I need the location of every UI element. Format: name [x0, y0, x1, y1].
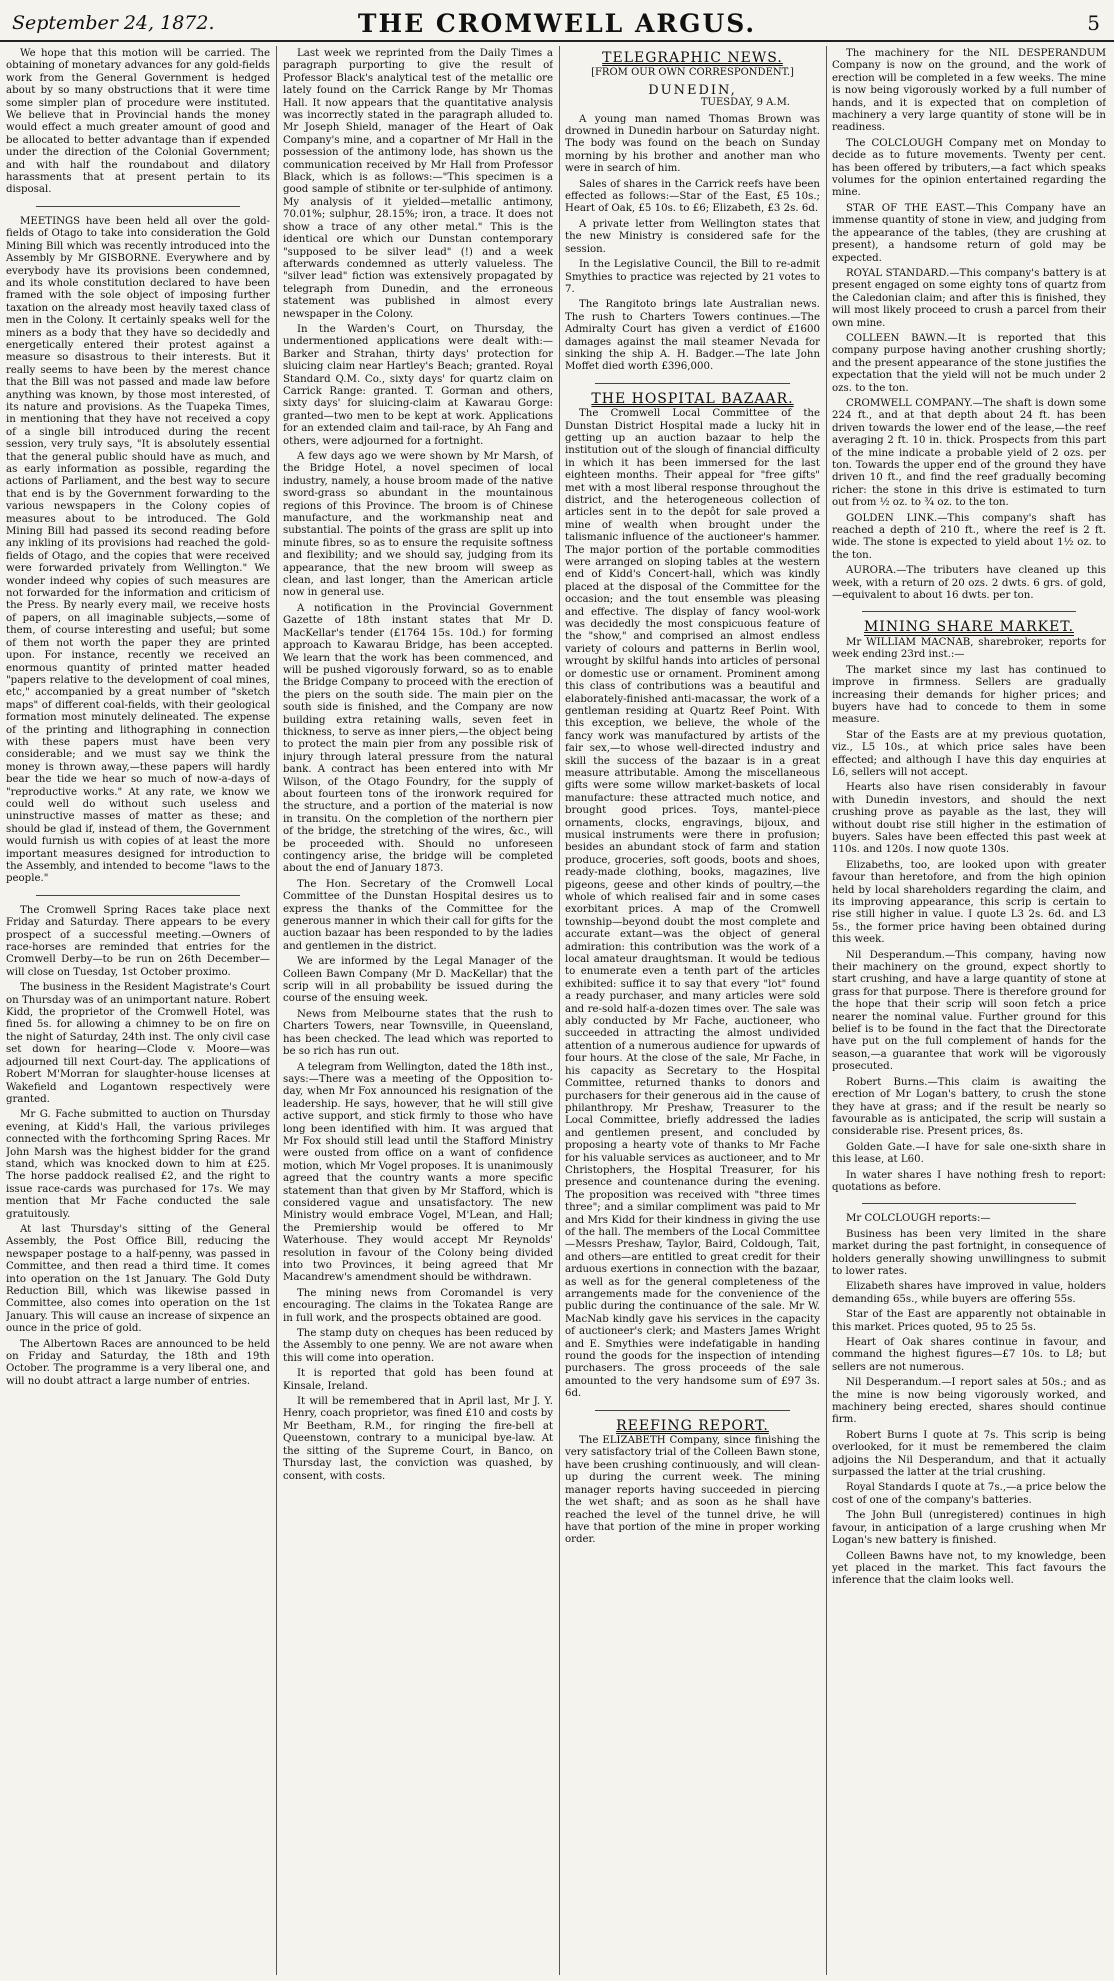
article-paragraph: Star of the Easts are at my previous quotation, viz., L5 10s., at which price sales have been effected; and although I have this day enquiries at L6, sellers will not accept. — [832, 729, 1106, 778]
separator — [595, 383, 790, 384]
article-paragraph: In water shares I have nothing fresh to report: quotations as before. — [832, 1169, 1106, 1193]
article-paragraph: The mining news from Coromandel is very encouraging. The claims in the Tokatea Range are in full work, and the prospects obtained are good. — [283, 1287, 553, 1324]
column-2 — [283, 48, 553, 1973]
column-rule — [559, 46, 560, 1975]
article-paragraph: The market since my last has continued to improve in firmness. Sellers are gradually increasing their demands for higher prices; and buyers have had to concede to them in some measure. — [832, 664, 1106, 726]
issue-date: September 24, 1872. — [12, 12, 215, 34]
article-paragraph: A few days ago we were shown by Mr Marsh, of the Bridge Hotel, a novel specimen of local industry, namely, a house broom made of the native sword-grass so abundant in the mountainous regions of this Province. The broom is of Chinese manufacture, and the workmanship neat and substantial. The points of the grass are split up into minute fibres, so as to ensure the requisite softness and flexibility; and we should say, judging from its appearance, that the new broom will sweep as clean, and last longer, than the American article now in general use. — [283, 451, 553, 599]
separator — [36, 895, 240, 896]
separator — [595, 1410, 790, 1411]
reef-item: COLLEEN BAWN.—It is reported that this company purpose having another crushing shortly; and the present appearance of the stone justifies the expectation that the yield will not be much under 2 ozs. to the ton. — [832, 332, 1106, 394]
reef-item: GOLDEN LINK.—This company's shaft has reached a depth of 210 ft., where the reef is 2 ft. wide. The stone is expected to yield about 1½ oz. to the ton. — [832, 512, 1106, 561]
page-number: 5 — [1087, 11, 1100, 35]
reef-item: AURORA.—The tributers have cleaned up this week, with a return of 20 ozs. 2 dwts. 6 grs. of gold,—equivalent to about 16 dwts. per ton. — [832, 565, 1106, 602]
section-heading-bazaar: THE HOSPITAL BAZAAR. — [591, 390, 794, 407]
reef-item: CROMWELL COMPANY.—The shaft is down some 224 ft., and at that depth about 24 ft. has been driven towards the lower end of the lease,—the reef averaging 2 ft. 10 in. thick. Prospects from this part of the mine indicate a probable yield of 2 ozs. per ton. Towards the upper end of the ground they have driven 10 ft., and find the reef gradually becoming richer: the stone in this drive is estimated to turn out from ½ oz. to ¾ oz. to the ton. — [832, 397, 1106, 509]
article-paragraph: Star of the East are apparently not obtainable in this market. Prices quoted, 95 to 25 5s. — [832, 1309, 1106, 1333]
article-paragraph: A notification in the Provincial Government Gazette of 18th instant states that Mr D. MacKellar's tender (£1764 15s. 10d.) for forming approach to Kawarau Bridge, has been accepted. We learn that the work has been commenced, and will be pushed vigorously forward, so as to enable the Bridge Company to proceed with the erection of the piers on the south side. The main pier on the south side is finished, and the Company are now building extra retaining walls, seven feet in thickness, to serve as inner piers,—the object being to protect the main pier from any possible risk of injury through lateral pressure from the natural bank. A contract has been entered into with Mr Wilson, of the Otago Foundry, for the supply of about fourteen tons of the ironwork required for the structure, and a portion of the material is now in transitu. On the completion of the northern pier of the bridge, the stretching of the wires, &c., will be proceeded with. Should no unforeseen contingency arise, the bridge will be completed about the end of January 1873. — [283, 602, 553, 875]
article-paragraph: Golden Gate.—I have for sale one-sixth share in this lease, at L60. — [832, 1141, 1106, 1166]
article-paragraph: Elizabeths, too, are looked upon with greater favour than heretofore, and from the high opinion held by local shareholders regarding the claim, and its improving appearance, this scrip is certain to rise still higher in value. I quote L3 2s. 6d. and L3 5s., the former price having been obtained during this week. — [832, 859, 1106, 946]
article-paragraph: The Cromwell Local Committee of the Dunstan District Hospital made a lucky hit in getting up an auction bazaar to help the institution out of the slough of financial difficulty in which it has been immersed for the last eighteen months. Their appeal for "free gifts" met with a most liberal response throughout the district, and the heterogeneous collection of articles sent in to the depôt for sale proved a mine of wealth when brought under the talismanic influence of the auctioneer's hammer. The major portion of the portable commodities were arranged on sloping tables at the western end of Kidd's Concert-hall, which was kindly placed at the disposal of the Committee for the occasion; and the tout ensemble was pleasing and effective. The display of fancy wool-work was decidedly the most conspicuous feature of the "show," and comprised an almost endless variety of colours and patterns in Berlin wool, wrought by skilful hands into articles of personal or domestic use or ornament. Prominent among this class of contributions was a beautiful and elaborately-finished anti-macassar, the work of a gentleman residing at Quartz Reef Point. With this exception, we believe, the whole of the fancy work was manufactured by artists of the fair sex,—to whose well-directed industry and skill the success of the bazaar is in a great measure attributable. Among the miscellaneous gifts were some willow market-baskets of local manufacture: these attracted much notice, and brought good prices. Toys, mantel-piece ornaments, clocks, engravings, bijoux, and musical instruments were there in profusion; besides an abundant stock of farm and station produce, groceries, soft goods, boots and shoes, ready-made clothing, books, magazines, live pigeons, geese and other kinds of poultry,—the whole of which realised fair and in some cases exorbitant prices. A map of the Cromwell township—beyond doubt the most complete and accurate extant—was the object of general admiration: this contribution was the work of a local amateur draughtsman. It would be tedious to enumerate even a tenth part of the articles exhibited: suffice it to say that every "lot" found a ready purchaser, and many articles were sold and re-sold half-a-dozen times over. The sale was ably conducted by Mr Fache, auctioneer, who succeeded in attracting the almost undivided attention of a numerous audience for upwards of four hours. At the close of the sale, Mr Fache, in his capacity as Secretary to the Hospital Committee, returned thanks to donors and purchasers for their generous aid in the cause of philanthropy. Mr Preshaw, Treasurer to the Local Committee, briefly addressed the ladies and gentlemen present, and concluded by proposing a hearty vote of thanks to Mr Fache for his valuable services as auctioneer, and to Mr Christophers, the Hospital Treasurer, for his presence and countenance during the evening. The proposition was received with "three times three"; and a similar compliment was paid to Mr and Mrs Kidd for their kindness in giving the use of the hall. The members of the Local Committee—Messrs Preshaw, Taylor, Baird, Coldough, Tait, and others—are entitled to great credit for their arduous exertions in connection with the bazaar, as well as for the general completeness of the arrangements made for the convenience of the public during the continuance of the sale. Mr W. MacNab kindly gave his services in the capacity of auctioneer's clerk; and Masters James Wright and E. Smythies were indefatigable in handing round the goods for the inspection of intending purchasers. The gross proceeds of the sale amounted to the very handsome sum of £97 3s. 6d. — [565, 408, 820, 1400]
article-paragraph: Heart of Oak shares continue in favour, and command the highest figures—£7 10s. to L8; but sellers are not numerous. — [832, 1337, 1106, 1373]
article-paragraph: The Albertown Races are announced to be held on Friday and Saturday, the 18th and 19th October. The programme is a very liberal one, and will no doubt attract a large number of entries. — [6, 1338, 270, 1387]
article-paragraph: We are informed by the Legal Manager of the Colleen Bawn Company (Mr D. MacKellar) that the scrip will in all probability be issued during the course of the ensuing week. — [283, 956, 553, 1005]
article-paragraph: Hearts also have risen considerably in favour with Dunedin investors, and should the next crushing prove as payable as the last, they will without doubt rise still higher in the estimation of buyers. Sales have been effected this past week at 110s. and 120s. I now quote 130s. — [832, 782, 1106, 856]
article-paragraph: Mr G. Fache submitted to auction on Thursday evening, at Kidd's Hall, the various privileges connected with the forthcoming Spring Races. Mr John Marsh was the highest bidder for the grand stand, which was knocked down to him at £25. The horse paddock realised £2, and the right to issue race-cards was purchased for 17s. We may mention that Mr Fache conducted the sale gratuitously. — [6, 1109, 270, 1220]
article-paragraph: In the Legislative Council, the Bill to re-admit Smythies to practice was rejected by 21 votes to 7. — [565, 259, 820, 295]
article-paragraph: Nil Desperandum.—This company, having now their machinery on the ground, expect shortly to start crushing, and have a large quantity of stone at grass for that purpose. There is therefore ground for the hope that their scrip will soon fetch a price nearer the nominal value. Further ground for this belief is to be found in the fact that the Directorate have put on the full complement of hands for the season,—a guarantee that work will be vigorously prosecuted. — [832, 949, 1106, 1073]
separator — [862, 611, 1076, 612]
article-paragraph: Nil Desperandum.—I report sales at 50s.; and as the mine is now being vigorously worked, and machinery being erected, shares should continue firm. — [832, 1377, 1106, 1426]
article-paragraph: Royal Standards I quote at 7s.,—a price below the cost of one of the company's batteries. — [832, 1482, 1106, 1506]
column-rule — [826, 46, 827, 1975]
article-paragraph: The Hon. Secretary of the Cromwell Local Committee of the Dunstan Hospital desires us to express the thanks of the Committee for the generous manner in which their call for gifts for the auction bazaar has been responded to by the ladies and gentlemen in the district. — [283, 878, 553, 952]
column-4 — [832, 48, 1106, 1973]
article-paragraph: In the Warden's Court, on Thursday, the undermentioned applications were dealt with:—Barker and Strahan, thirty days' protection for sluicing claim near Hartley's Beach; granted. Royal Standard Q.M. Co., sixty days' for quartz claim on Carrick Range: granted. T. Gorman and others, sixty days' for sluicing-claim at Kawarau Gorge: granted—two men to be kept at work. Applications for an extended claim and tail-race, by Ah Fang and others, were adjourned for a fortnight. — [283, 323, 553, 447]
article-paragraph: It will be remembered that in April last, Mr J. Y. Henry, coach proprietor, was fined £10 and costs by Mr Beetham, R.M., for ringing the fire-bell at Queenstown, contrary to a municipal bye-law. At the sitting of the Supreme Court, in Banco, on Thursday last, the conviction was quashed, by consent, with costs. — [283, 1396, 553, 1482]
article-paragraph: Elizabeth shares have improved in value, holders demanding 65s., while buyers are offering 55s. — [832, 1281, 1106, 1305]
column-3 — [565, 48, 820, 1973]
dateline-time: TUESDAY, 9 A.M. — [700, 97, 790, 109]
article-paragraph: Business has been very limited in the share market during the past fortnight, in consequence of holders generally showing unwillingness to submit to lower rates. — [832, 1228, 1106, 1277]
section-heading-reefing: REEFING REPORT. — [616, 1417, 769, 1434]
article-paragraph: Sales of shares in the Carrick reefs have been effected as follows:—Star of the East, £5 10s.; Heart of Oak, £5 10s. to £6; Elizabeth, £3 2s. 6d. — [565, 178, 820, 215]
reef-item: The COLCLOUGH Company met on Monday to decide as to future movements. Twenty per cent. has been offered by tributers,—a fact which speaks volumes for the opinion entertained regarding the mine. — [832, 137, 1106, 199]
separator — [36, 206, 240, 207]
article-paragraph: The John Bull (unregistered) continues in high favour, in anticipation of a large crushing when Mr Logan's new battery is finished. — [832, 1510, 1106, 1547]
reef-item: STAR OF THE EAST.—This Company have an immense quantity of stone in view, and judging from the appearance of the tables, (they are crushing at present), a handsome return of gold may be expected. — [832, 202, 1106, 264]
article-paragraph: The ELIZABETH Company, since finishing the very satisfactory trial of the Colleen Bawn stone, have been crushing continuously, and will clean-up during the current week. The mining manager reports having succeeded in piercing the wet shaft; and as soon as he shall have reached the level of the tunnel drive, he will have that portion of the mine in proper working order. — [565, 1435, 820, 1546]
article-paragraph: It is reported that gold has been found at Kinsale, Ireland. — [283, 1368, 553, 1392]
article-paragraph: A telegram from Wellington, dated the 18th inst., says:—There was a meeting of the Opposition to-day, when Mr Fox announced his resignation of the leadership. He says, however, that he will still give active support, and stick firmly to those who have long been identified with him. It was argued that Mr Fox should still lead until the Stafford Ministry were ousted from office on a want of confidence motion, which Mr Vogel proposes. It is unanimously agreed that the country wants a more specific statement than that given by Mr Stafford, which is considered vague and unsatisfactory. The new Ministry would embrace Vogel, M'Lean, and Hall; the Premiership would be offered to Mr Waterhouse. They would accept Mr Reynolds' resolution in favour of the Colony being divided into two Provinces, it being agreed that Mr Macandrew's amendment should be withdrawn. — [283, 1061, 553, 1284]
section-heading-telegraphic: TELEGRAPHIC NEWS. — [602, 50, 783, 66]
article-paragraph: Colleen Bawns have not, to my knowledge, been yet placed in the market. This fact favours the inference that the claim looks well. — [832, 1550, 1106, 1587]
article-paragraph: The business in the Resident Magistrate's Court on Thursday was of an unimportant nature. Robert Kidd, the proprietor of the Cromwell Hotel, was fined 5s. for allowing a chimney to be on fire on the night of Saturday, 24th inst. The only civil case set down for hearing—Clode v. Moore—was adjourned till next Court-day. The applications of Robert M'Morran for slaughter-house licenses at Wakefield and Logantown respectively were granted. — [6, 982, 270, 1105]
article-paragraph: The stamp duty on cheques has been reduced by the Assembly to one penny. We are not aware when this will come into operation. — [283, 1328, 553, 1364]
reef-item: ROYAL STANDARD.—This company's battery is at present engaged on some eighty tons of quartz from the Caledonian claim; and after this is finished, they will most likely proceed to crush a parcel from their own mine. — [832, 267, 1106, 329]
dateline: DUNEDIN, — [648, 82, 737, 98]
reef-item: The machinery for the NIL DESPERANDUM Company is now on the ground, and the work of erection will be completed in a few weeks. The mine is now being vigorously worked by a full number of hands, and it is expected that on completion of machinery a very large quantity of stone will be in readiness. — [832, 48, 1106, 134]
separator — [862, 1203, 1076, 1204]
article-paragraph: Mr WILLIAM MACNAB, sharebroker, reports for week ending 23rd inst.:— — [832, 636, 1106, 661]
masthead — [0, 0, 1114, 42]
section-heading-share-market: MINING SHARE MARKET. — [863, 619, 1075, 636]
column-1 — [6, 48, 270, 1973]
article-paragraph: Robert Burns.—This claim is awaiting the erection of Mr Logan's battery, to crush the stone they have at grass; and if the result be nearly so favourable as is anticipated, the scrip will sustain a considerable rise. Present prices, 8s. — [832, 1076, 1106, 1138]
article-paragraph: Robert Burns I quote at 7s. This scrip is being overlooked, for it must be remembered the claim adjoins the Nil Desperandum, and that it actually surpassed the latter at the trial crushing. — [832, 1429, 1106, 1479]
article-paragraph: We hope that this motion will be carried. The obtaining of monetary advances for any gold-fields work from the General Government is hedged about by so many obstructions that it were time some simpler plan of procedure were instituted. We believe that in Provincial hands the money would effect a much greater amount of good and be allocated to better advantage than if expended under the direction of the Colonial Government; and with half the roundabout and dilatory harassments that at present pertain to its disposal. — [6, 48, 270, 196]
article-paragraph: A young man named Thomas Brown was drowned in Dunedin harbour on Saturday night. The body was found on the beach on Sunday morning by his brother and another man who were in search of him. — [565, 113, 820, 175]
article-paragraph: MEETINGS have been held all over the gold-fields of Otago to take into consideration the Gold Mining Bill which was recently introduced into the Assembly by Mr GISBORNE. Everywhere and by everybody have its provisions been condemned, and its whole constitution declared to have been framed with the sole object of imposing further taxation on the already most heavily taxed class of men in the Colony. It certainly speaks well for the miners as a body that they have so decidedly and energetically entered their protest against a measure so disastrous to their interests. But it really seems to have been by the merest chance that the Bill was not passed and made law before anything was known, by those most interested, of its nature and provisions. As the Tuapeka Times, in mentioning that they have not received a copy of a single bill introduced during the recent session, very truly says, "It is absolutely essential that the general public should have as much, and as early information as possible, regarding the actions of Parliament, and the best way to secure that end is by the Government forwarding to the various newspapers in the Colony copies of measures about to be introduced. The Gold Mining Bill had passed its second reading before any inkling of its provisions had reached the gold-fields of Otago, and the copies that were received were forwarded privately from Wellington." We wonder indeed why copies of such measures are not forwarded for the information and criticism of the Press. By nearly every mail, we receive hosts of papers, on all imaginable subjects,—some of them, of course interesting and useful; but some of them not worth the paper they are printed upon. For instance, recently we received an enormous quantity of printed matter headed "papers relative to the development of coal mines, etc," accompanied by a great number of "sketch maps" of different coal-fields, with their geological formation most minutely delineated. The expense of the printing and lithographing in connection with these papers must have been very considerable; and we must say we think the money is thrown away,—these papers will hardly bear the tide we hear so much of now-a-days of "reproductive works." At any rate, we know we could well do without such useless and uninstructive masses of matter as these; and should be glad if, instead of them, the Government would furnish us with copies of at least the more important measures designed for introduction to the Assembly, and intended to become "laws to the people." — [6, 215, 270, 885]
article-paragraph: A private letter from Wellington states that the new Ministry is considered safe for the session. — [565, 218, 820, 255]
newspaper-title: THE CROMWELL ARGUS. — [357, 9, 757, 38]
article-paragraph: Last week we reprinted from the Daily Times a paragraph purporting to give the result of Professor Black's analytical test of the metallic ore lately found on the Carrick Range by Mr Thomas Hall. It now appears that the quantitative analysis was incorrectly stated in the paragraph alluded to. Mr Joseph Shield, manager of the Heart of Oak Company's mine, and a copartner of Mr Hall in the possession of the antimony lode, has shown us the communication received by Mr Hall from Professor Black, which is as follows:—"This specimen is a good sample of stibnite or ter-sulphide of antimony. My analysis of it yielded—metallic antimony, 70.01%; sulphur, 28.15%; iron, a trace. It does not show a trace of any other metal." This is the identical ore which our Dunstan contemporary "supposed to be silver lead" (!) and a week afterwards condemned as utterly valueless. The "silver lead" fiction was extensively propagated by telegraph from Dunedin, and the erroneous statement was published in almost every newspaper in the Colony. — [283, 48, 553, 320]
article-paragraph: The Rangitoto brings late Australian news. The rush to Charters Towers continues.—The Admiralty Court has given a verdict of £1600 damages against the mail steamer Nevada for sinking the ship A. H. Badger.—The late John Moffet died worth £396,000. — [565, 299, 820, 373]
article-paragraph: Mr COLCLOUGH reports:— — [846, 1213, 991, 1225]
article-paragraph: News from Melbourne states that the rush to Charters Towers, near Townsville, in Queensland, has been checked. The lead which was reported to be so rich has run out. — [283, 1008, 553, 1058]
article-paragraph: At last Thursday's sitting of the General Assembly, the Post Office Bill, reducing the newspaper postage to a half-penny, was passed in Committee, and then read a third time. It comes into operation on the 1st January. The Gold Duty Reduction Bill, which was likewise passed in Committee, also comes into operation on the 1st January. This will cause an increase of sixpence an ounce in the price of gold. — [6, 1223, 270, 1335]
article-paragraph: The Cromwell Spring Races take place next Friday and Saturday. There appears to be every prospect of a successful meeting.—Owners of race-horses are reminded that entries for the Cromwell Derby—to be run on 26th December—will close on Tuesday, 1st October proximo. — [6, 904, 270, 978]
section-subheading: [FROM OUR OWN CORRESPONDENT.] — [591, 67, 794, 79]
column-rule — [276, 46, 277, 1975]
